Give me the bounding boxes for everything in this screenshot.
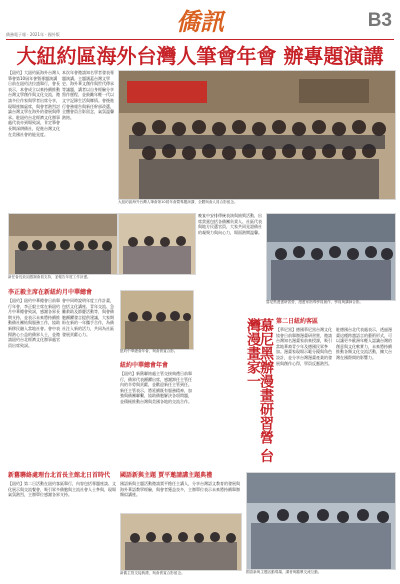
section-title: 李正毅主席在新紐約月中華總會 <box>8 289 93 296</box>
vertical-headline: 慕尼黑辦漫畫研習營 台灣漫畫家一 <box>245 318 274 463</box>
photo-caption: 慕尼黑漫畫研習營，漫畫家指導學員創作，學員與講師合影。 <box>266 300 364 304</box>
masthead <box>0 0 400 44</box>
masthead-logo: 僑訊 <box>176 7 224 36</box>
section-title: 新舊聯絡處理台北首長主館北日首時代 <box>8 472 111 479</box>
article-column: 【紐約】第二日活動在紐約客區舉行，內容包括專題座談、文化展示與交流餐會，吸引眾多僑胞與主流社會人士參與，現場氣氛熱烈，主辦單位感謝各界支持。 <box>8 481 116 498</box>
photo-caption: 大紐約區海外台灣人筆會第10屆年會暨專題演講，全體與會人員合影留念。 <box>118 200 238 204</box>
section-title: 紐約中華總會年會 <box>120 362 169 369</box>
photo-caption: 紐約中華總會年會，與會貴賓合影。 <box>120 349 178 353</box>
event-photo <box>266 213 396 301</box>
event-photo <box>8 213 118 275</box>
article-column: 本次年會邀請知名學者發表專題演講，主題涵蓋台灣文學史、海外華文創作與世代傳承等議題，講者以自身經驗分享寫作歷程，並鼓勵年輕一代以文字記錄生活與鄉情。會後進行會務報告與新任幹部改選，全體會員合影留念，氣氛溫馨熱絡。 <box>62 70 114 120</box>
article-column: 【紐約】大紐約區海外台灣人筆會第10屆年會暨專題演講日前在紐約法拉盛舉行，會長表示，本會成立以來持續推動台灣文學創作與文化交流，邀請多位作家與學者出席分享，現場座無虛席，與會者熱烈討論台灣文學在海外的發展與傳承。駐紐約台北經濟文化辦事處代表亦到場致詞，肯定筆會長期深耕僑社，促進台灣文化在美國社會的能見度。 <box>8 70 60 137</box>
article-column: 會中同時說明年度工作計畫，包括文化講座、青年交流、急難救助及節慶活動等，與會僑胞踴躍發言提供建議，大家期盼在新的一年攜手合作，為僑社注入新的活力，共同為社區發展貢獻心力。 <box>62 298 114 337</box>
section-title: 第二日紐約客區 <box>276 318 319 325</box>
issue-line: 僑務電子報 · 2021年 · 國外版 <box>6 32 60 37</box>
article-column: 晚宴中安排傳統表演與抽獎活動，出席貴賓包括各僑團負責人、社區代表與地方民選官員，大家共同見證僑社的凝聚力與向心力，場面熱鬧溫馨。 <box>198 213 262 235</box>
event-photo <box>246 472 396 570</box>
event-photo <box>120 290 194 350</box>
photo-caption: 國語新與主題活動現場，講者與聽眾交流互動。 <box>246 570 322 574</box>
article-column: 【紐約】紐約中華總會日前舉行年會，李正毅主席在新紐約月中華總會致詞，感謝各界長期支持，並表示未來將持續推動僑社團結與服務工作，協助新移民融入當地社會。會中表揚熱心公益的僑界人士，並邀請紐約台北經濟文化辦事處官員出席致詞。 <box>8 298 60 348</box>
group-photo <box>118 70 396 200</box>
page-code: B3 <box>367 10 392 31</box>
photo-caption: 新舊主管交接典禮，與會貴賓合影留念。 <box>120 571 185 575</box>
main-headline: 大紐約區海外台灣人筆會年會 辦專題演講 <box>16 44 384 68</box>
event-photo <box>118 213 196 275</box>
article-column: 【慕尼黑】德國慕尼黑台灣文化協會日前舉辦漫畫研習營，邀請台灣知名漫畫家前來授課，吸引當地華裔青少年及德國民眾參加。漫畫家現場示範分鏡與角色設計，並分享台灣漫畫產業的發展與創作心得，學員反應熱烈。 <box>276 327 332 366</box>
masthead-rule <box>6 39 394 40</box>
photo-caption: 新任會長致詞感謝會員支持，並報告年度工作計畫。 <box>8 275 91 279</box>
article-column: 駐德國台北代表處表示，透過漫畫這種跨越語言的藝術形式，可以讓更多歐洲年輕人認識台灣的創意與文化軟實力，未來將持續推動各類文化交流活動，擴大台灣在國際間的影響力。 <box>336 327 392 360</box>
section-title: 國語新與主題 賈平邀請講主題典禮 <box>120 472 213 479</box>
article-column: 【紐約】新舊聯絡處主管交接典禮日前舉行，僑界代表踴躍出席，感謝卸任主管任內的辛勞與貢獻，並歡迎新任主管到任。新任主管表示，將延續既有服務精神，加強與僑團聯繫，協助僑胞解決各項問題，並積極推動台灣與美國各地的交流合作。 <box>120 371 192 404</box>
article-column: 國語新與主題活動邀請賈平擔任主講人，分享台灣語文教育的發展與海外華語教學經驗，與會者獲益良多，主辦單位表示未來將持續舉辦類似講座。 <box>120 481 240 498</box>
event-photo <box>120 513 242 571</box>
